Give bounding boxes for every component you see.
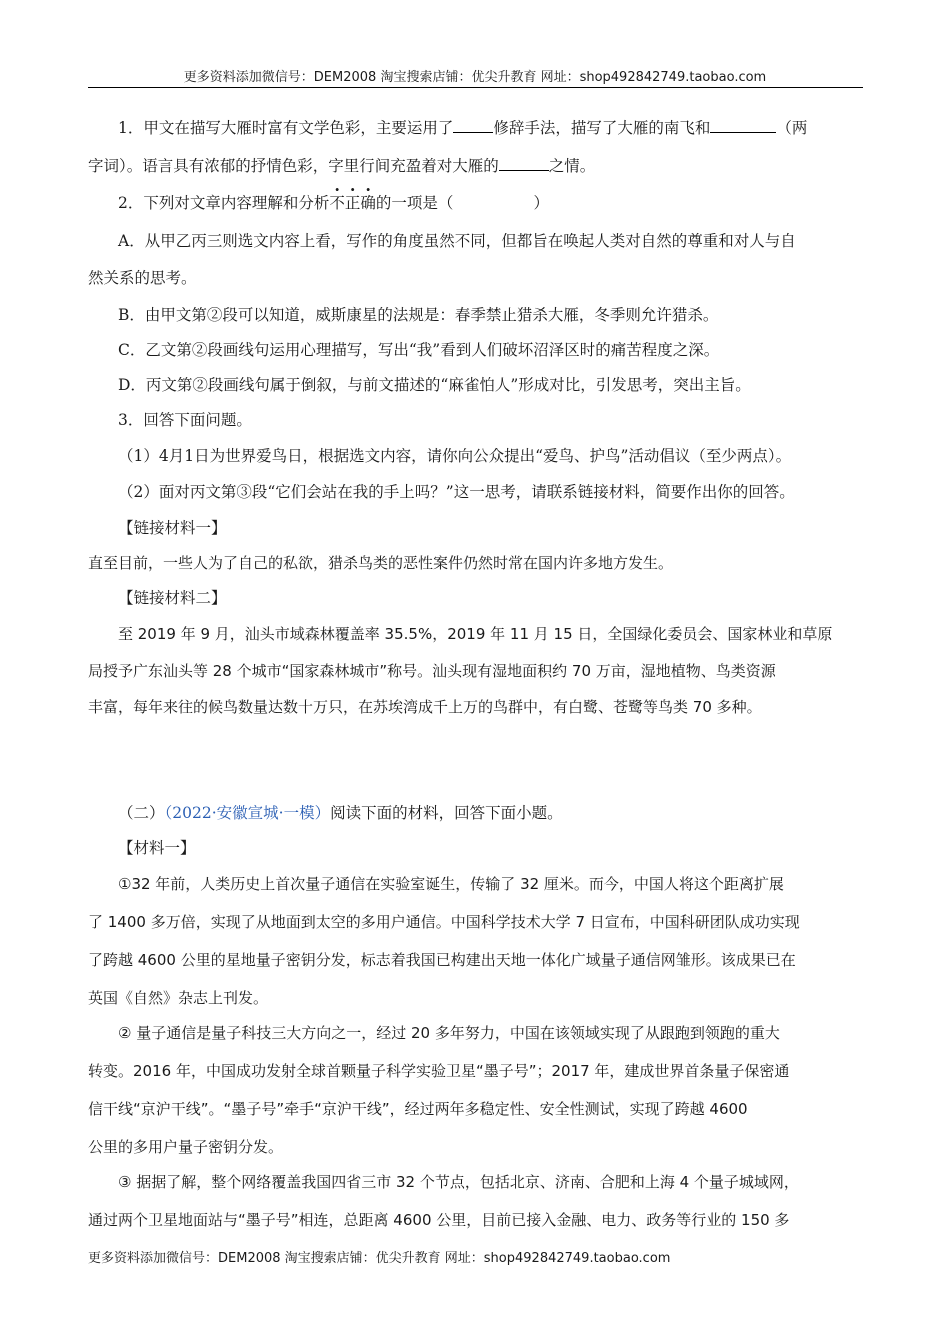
question-3-1: （1）4月1日为世界爱鸟日，根据选文内容，请你向公众提出“爱鸟、护鸟”活动倡议（至少两点）。 — [118, 447, 792, 465]
option-a-line-2: 然关系的思考。 — [88, 269, 197, 287]
q1-blank-3[interactable] — [499, 156, 549, 171]
page-header: 更多资料添加微信号：DEM2008 淘宝搜索店铺：优尖升教育 网址：shop492842749.taobao.com — [183, 70, 767, 85]
link-material-1-title: 【链接材料一】 — [118, 519, 227, 537]
section-number: （二） — [118, 804, 165, 822]
paragraph-1-line: ①32 年前，人类历史上首次量子通信在实验室诞生，传输了 32 厘米。而今，中国人将这个距离扩展 — [118, 875, 784, 893]
paragraph-1-line: 了 1400 多万倍，实现了从地面到太空的多用户通信。中国科学技术大学 7 日宣布，中国科研团队成功实现 — [88, 913, 800, 931]
link-material-2-line-3: 丰富，每年来往的候鸟数量达数十万只，在苏埃湾成千上万的鸟群中，有白鹭、苍鹭等鸟类 70 多种。 — [88, 698, 762, 716]
section-2-heading — [118, 803, 898, 823]
material-1-title: 【材料一】 — [118, 839, 196, 857]
question-3-2: （2）面对丙文第③段“它们会站在我的手上吗？”这一思考，请联系链接材料，简要作出你的回答。 — [118, 483, 795, 501]
option-d: D．丙文第②段画线句属于倒叙，与前文描述的“麻雀怕人”形成对比，引发思考，突出主旨。 — [118, 376, 751, 394]
q1-blank-2[interactable] — [710, 118, 776, 133]
q2-post: 的一项是（ — [375, 194, 454, 212]
paragraph-2-line: ② 量子通信是量子科技三大方向之一，经过 20 多年努力，中国在该领域实现了从跟跑到领跑的重大 — [118, 1024, 780, 1042]
link-material-2-title: 【链接材料二】 — [118, 589, 227, 607]
paragraph-2-line: 转变。2016 年，中国成功发射全球首颗量子科学实验卫星“墨子号”；2017 年，建成世界首条量子保密通 — [88, 1062, 790, 1080]
option-a-line-1: A．从甲乙丙三则选文内容上看，写作的角度虽然不同，但都旨在唤起人类对自然的尊重和对人与自 — [118, 232, 796, 250]
paragraph-3-line: 通过两个卫星地面站与“墨子号”相连，总距离 4600 公里，目前已接入金融、电力、政务等行业的 150 多 — [88, 1211, 790, 1229]
emphasis-dot-char: 不 — [329, 194, 345, 212]
section-instruction: 阅读下面的材料，回答下面小题。 — [330, 804, 563, 822]
paragraph-1-line: 英国《自然》杂志上刊发。 — [88, 989, 269, 1007]
emphasis-dot-char: 确 — [360, 194, 376, 212]
option-b: B．由甲文第②段可以知道，威斯康星的法规是：春季禁止猎杀大雁，冬季则允许猎杀。 — [118, 306, 719, 324]
header-rule — [88, 87, 863, 88]
link-material-2-line-1: 至 2019 年 9 月，汕头市域森林覆盖率 35.5%，2019 年 11 月 15 日，全国绿化委员会、国家林业和草原 — [118, 625, 833, 643]
paragraph-2-line: 信干线“京沪干线”。“墨子号”牵手“京沪干线”，经过两年多稳定性、安全性测试，实现了跨越 4600 — [88, 1100, 748, 1118]
q1-text-d: 字词）。语言具有浓郁的抒情色彩，字里行间充盈着对大雁的 — [88, 157, 499, 175]
paragraph-3-line: ③ 据据了解，整个网络覆盖我国四省三市 32 个节点，包括北京、济南、合肥和上海 4 个量子城域网， — [118, 1173, 799, 1191]
link-material-1-text: 直至目前，一些人为了自己的私欲，猎杀鸟类的恶性案件仍然时常在国内许多地方发生。 — [88, 554, 674, 572]
question-2-stem — [118, 193, 898, 213]
question-1-line-1 — [118, 118, 898, 138]
q2-pre: 2．下列对文章内容理解和分析 — [118, 194, 330, 212]
q1-text-b: 修辞手法，描写了大雁的南飞和 — [493, 119, 711, 137]
q1-text-a: 1．甲文在描写大雁时富有文学色彩，主要运用了 — [118, 119, 454, 137]
q1-text-e: 之情。 — [548, 157, 596, 175]
link-material-2-line-2: 局授予广东汕头等 28 个城市“国家森林城市”称号。汕头现有湿地面积约 70 万亩，湿地植物、鸟类资源 — [88, 662, 776, 680]
option-c: C．乙文第②段画线句运用心理描写，写出“我”看到人们破坏沼泽区时的痛苦程度之深。 — [118, 341, 720, 359]
emphasis-dot-char: 正 — [344, 194, 361, 212]
q2-close: ） — [533, 194, 549, 212]
source-label[interactable]: （2022·安徽宣城·一模） — [164, 804, 331, 822]
question-1-line-2 — [88, 156, 868, 176]
paragraph-2-line: 公里的多用户量子密钥分发。 — [88, 1138, 284, 1156]
q1-text-c: （两 — [776, 119, 808, 137]
q1-blank-1[interactable] — [453, 118, 493, 133]
paragraph-1-line: 了跨越 4600 公里的星地量子密钥分发，标志着我国已构建出天地一体化广域量子通信网雏形。该成果已在 — [88, 951, 796, 969]
page-footer: 更多资料添加微信号：DEM2008 淘宝搜索店铺：优尖升教育 网址：shop492842749.taobao.com — [88, 1251, 671, 1266]
question-3: 3．回答下面问题。 — [118, 411, 252, 429]
